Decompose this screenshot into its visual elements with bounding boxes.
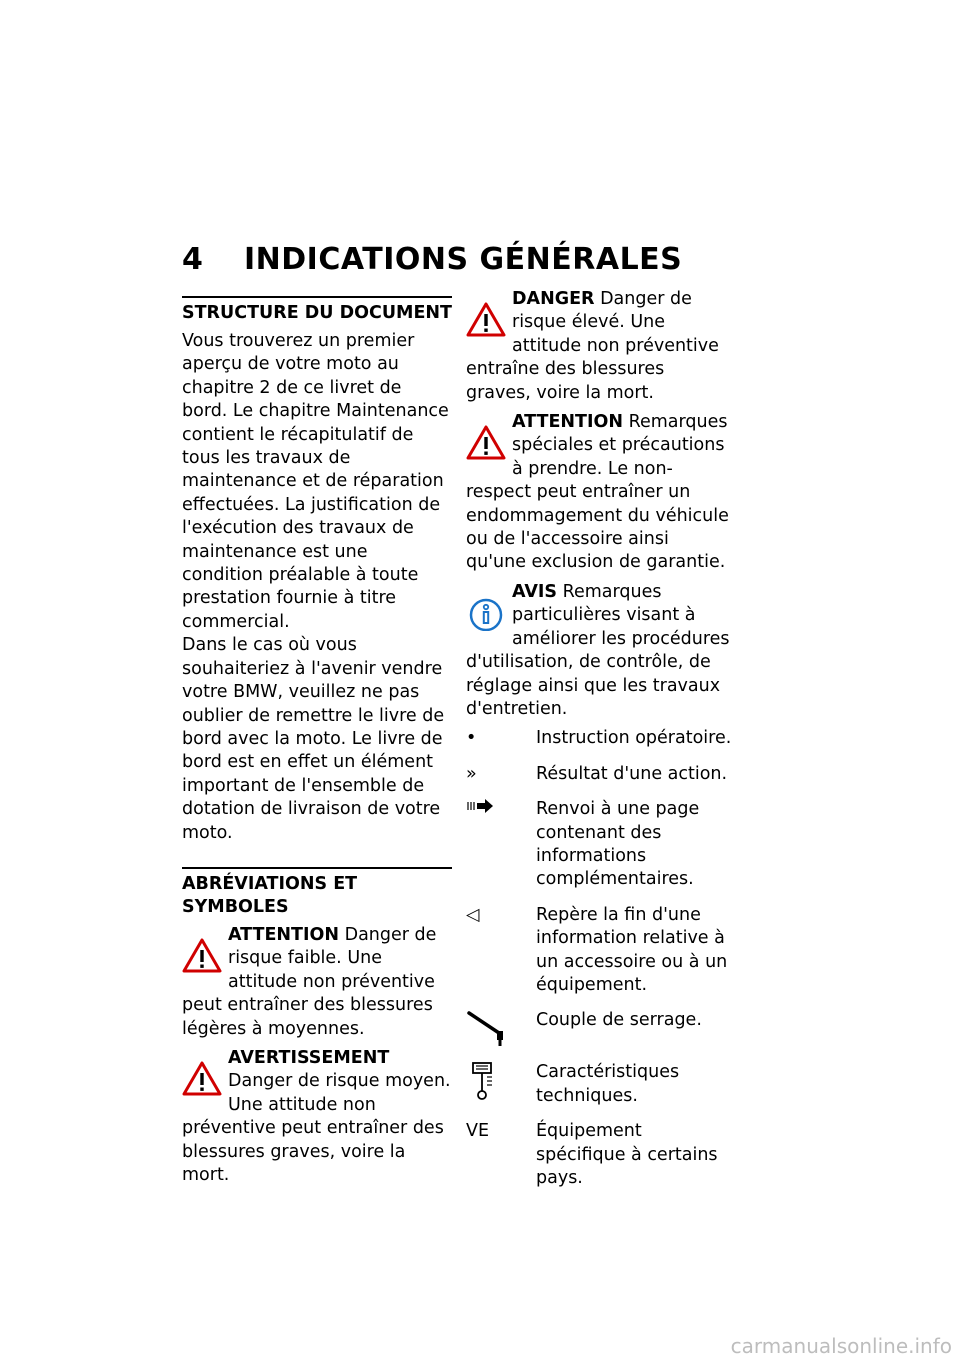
legend-item [466, 798, 732, 892]
warning-keyword: AVERTISSEMENT [228, 1047, 390, 1068]
legend-item [466, 904, 732, 998]
structure-paragraph-2: Dans le cas où vous souhaiteriez à l'avenir vendre votre BMW, veuillez ne pas oublier de remettre le livre de bord avec la moto. Le livre de bord est en effet un élément important de l'ensemble de dotation de livraison de votre moto. [182, 635, 445, 843]
page-title [182, 242, 682, 277]
warning-text: Danger de risque moyen. Une attitude non préventive peut entraîner des blessures graves, voire la mort. [182, 1071, 451, 1185]
warning-keyword: DANGER [512, 289, 595, 309]
warning-triangle-icon [182, 1061, 222, 1097]
legend-text: Résultat d'une action. [536, 763, 728, 784]
legend-item [466, 727, 732, 750]
warning-attention-low [182, 924, 452, 1041]
legend-text: Caractéristiques techniques. [536, 1062, 680, 1106]
section-title-abbreviations: ABRÉVIATIONS ET SYMBOLES [182, 873, 358, 917]
country-code-label: VE [466, 1121, 490, 1142]
warning-avertissement [182, 1047, 452, 1187]
technical-data-icon [466, 1061, 498, 1101]
legend-item [466, 1009, 732, 1049]
watermark-link[interactable]: carmanualsonline.info [730, 1334, 952, 1358]
warning-keyword: ATTENTION [512, 412, 624, 433]
end-marker-icon: ◁ [466, 904, 480, 925]
warning-text: Danger de risque élevé. Une attitude non préventive entraîne des blessures graves, voire la mort. [466, 289, 719, 403]
legend-item [466, 763, 732, 786]
warning-attention-vehicle [466, 411, 732, 575]
torque-wrench-icon [466, 1009, 510, 1049]
legend-item [466, 1061, 732, 1108]
warning-text: Remarques particulières visant à améliorer les procédures d'utilisation, de contrôle, de réglage ainsi que les travaux d'entretien. [466, 581, 730, 719]
section-divider [182, 867, 452, 869]
warning-triangle-icon [466, 302, 506, 338]
warning-keyword: AVIS [512, 581, 558, 602]
warning-triangle-icon [182, 938, 222, 974]
section-divider [182, 296, 452, 298]
warning-text: Remarques spéciales et précautions à prendre. Le non-respect peut entraîner un endommagement du véhicule ou de l'accessoire ainsi qu'une exclusion de garantie. [466, 412, 729, 573]
legend-text: Instruction opératoire. [536, 728, 732, 749]
result-chevron-icon: » [466, 763, 477, 784]
info-circle-icon [466, 595, 506, 631]
warning-triangle-icon [466, 425, 506, 461]
warning-text: Danger de risque faible. Une attitude non préventive peut entraîner des blessures légères à moyennes. [182, 924, 437, 1039]
warning-danger [466, 288, 732, 405]
page-reference-arrow-icon [466, 798, 496, 814]
bullet-icon: • [466, 728, 477, 749]
symbol-legend [466, 727, 732, 1190]
legend-item [466, 1120, 732, 1190]
legend-text: Couple de serrage. [536, 1010, 702, 1031]
legend-text: Renvoi à une page contenant des informations complémentaires. [536, 799, 700, 890]
notice-avis [466, 581, 732, 721]
chapter-title: INDICATIONS GÉNÉRALES [244, 242, 683, 277]
chapter-number: 4 [182, 242, 204, 277]
legend-text: Repère la fin d'une information relative à un accessoire ou à un équipement. [536, 904, 728, 995]
section-title-structure: STRUCTURE DU DOCUMENT [182, 303, 452, 323]
left-column [182, 296, 452, 1193]
legend-text: Équipement spécifique à certains pays. [536, 1121, 718, 1188]
structure-paragraph-1: Vous trouverez un premier aperçu de votre moto au chapitre 2 de ce livret de bord. Le chapitre Maintenance contient le récapitulatif de tous les travaux de maintenance et de réparation effectuées. La justification de l'exécution des travaux de maintenance est une condition préalable à toute prestation fournie à titre commercial. [182, 331, 449, 632]
warning-keyword: ATTENTION [228, 924, 340, 945]
right-column [466, 288, 732, 1202]
